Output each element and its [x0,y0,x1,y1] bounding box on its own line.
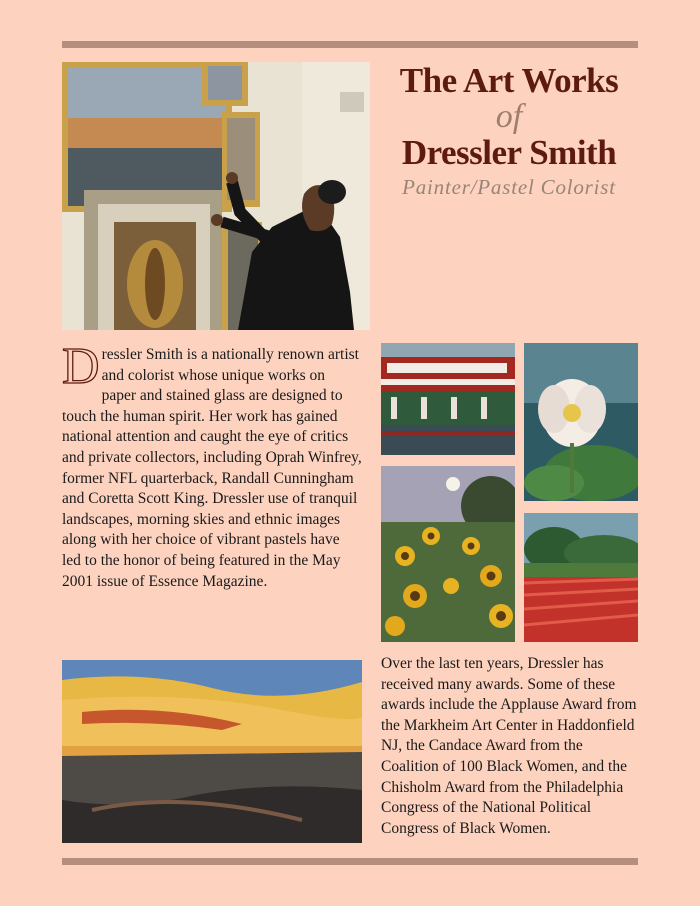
title-line-1: The Art Works [399,61,619,100]
subtitle: Painter/Pastel Colorist [402,175,616,199]
title-artist-name: Dressler Smith [401,133,617,172]
top-divider [62,41,638,48]
title-block [380,62,638,200]
flower-field-painting [524,513,638,642]
artist-photo [62,62,370,330]
drop-cap: D [62,338,100,395]
lotus-painting [524,343,638,501]
bottom-divider [62,858,638,865]
bio-text: ressler Smith is a nationally renown artist and colorist whose unique works on paper and stained glass are designed to touch the human spirit. Her work has gained national attention and caught the eye of critics and private collectors, including Oprah Winfrey, former NFL quarterback, Randall Cunningham and Coretta Scott King. Dressler use of tranquil landscapes, morning skies and ethnic images along with her choice of vibrant pastels have led to the honor of being featured in the May 2001 issue of Essence Magazine. [62,346,362,590]
sunflower-painting [381,466,515,642]
boathouse-painting [381,343,515,455]
sunset-painting [62,660,362,843]
awards-paragraph: Over the last ten years, Dressler has received many awards. Some of these awards include the Applause Award from the Markheim Art Center in Haddonfield NJ, the Candace Award from the Coalition of 100 Black Women, and the Chisholm Award from the Philadelphia Congress of the National Political Congress of Black Women. [381,655,637,837]
title-of: of [495,98,523,135]
bio-paragraph [62,338,362,592]
